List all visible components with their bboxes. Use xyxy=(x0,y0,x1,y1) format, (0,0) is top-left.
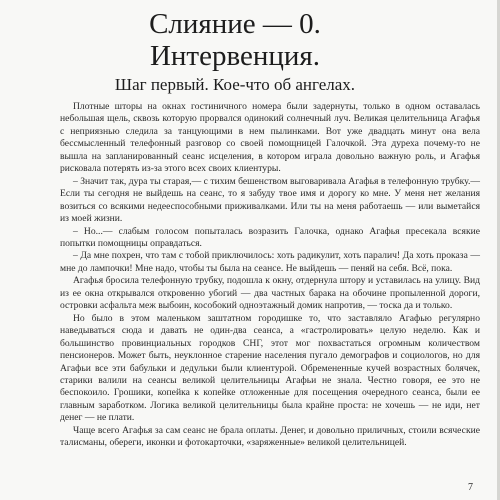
paragraph: – Да мне похрен, что там с тобой приключилось: хоть радикулит, хоть паралич! Да хоть проказа — мне до лампочки! Мне надо, чтобы ты была на сеансе. Не выйдешь — пеняй на себя. Всё, пока. xyxy=(60,250,480,274)
paragraph: – Но...— слабым голосом попыталась возразить Галочка, однако Агафья пресекала всякие попытки помощницы оправдаться. xyxy=(60,225,480,249)
chapter-title-line-1: Слияние — 0. xyxy=(149,8,321,40)
paragraph: – Значит так, дура ты старая,— с тихим бешенством выговаривала Агафья в телефонную трубку.— Если ты сегодня не выйдешь на сеанс, то я забуду твое имя и дорогу ко мне. У меня нет желания возиться со всякими недееспособными приживалками. Или ты на меня работаешь — или выметайся из моей жизни. xyxy=(60,175,480,225)
section-subtitle: Шаг первый. Кое-что об ангелах. xyxy=(114,75,356,94)
paragraph: Но было в этом маленьком заштатном городишке то, что заставляло Агафью регулярно наведываться сюда и давать не один-два сеанса, а «гастролировать» целую неделю. Как и большинство провинциальных городков СНГ, этот мог похвастаться огромным количеством пенсионеров. Может быть, неуклонное старение населения пугало демографов и социологов, но для Агафьи все эти бабульки и дедульки были клиентурой. Обремененные кучей возрастных болячек, старики валили на сеансы великой целительницы Агафьи не знала. Честно говоря, ее это не беспокоило. Грошики, копейка к копейке отложенные для посещения очередного сеанса, были ее главным заработком. Логика великой целительницы была крайне проста: не хочешь — не иди, нет денег — не плати. xyxy=(60,312,480,424)
body-text xyxy=(60,101,480,450)
paragraph: Чаще всего Агафья за сам сеанс не брала оплаты. Денег, и довольно приличных, стоили всяческие талисманы, обереги, иконки и фотокарточки, «заряженные» великой целительницей. xyxy=(60,424,480,449)
paragraph: Агафья бросила телефонную трубку, подошла к окну, отдернула штору и уставилась на улицу. Вид из ее окна открывался откровенно убогий — два частных барака на обочине пропыленной дороги, островки асфальта меж выбоин, кособокий одноэтажный домик напротив, — тоска да и только. xyxy=(60,275,480,312)
page-number: 7 xyxy=(468,482,473,493)
paragraph: Плотные шторы на окнах гостиничного номера были задернуты, только в одном оставалась небольшая щель, сквозь которую прорвался одинокий солнечный луч. Великая целительница Агафья с неприязнью следила за танцующими в нем пылинками. Вот уже двадцать минут она вела бессмысленный телефонный разговор со своей помощницей Галочкой. Эта дуреха почему-то не вышла на запланированный сеанс исцеления, в котором играла довольно важную роль, и Агафья рисковала потерять из-за этого всех своих клиентуры. xyxy=(60,101,480,175)
chapter-title-line-2: Интервенция. xyxy=(149,40,321,72)
